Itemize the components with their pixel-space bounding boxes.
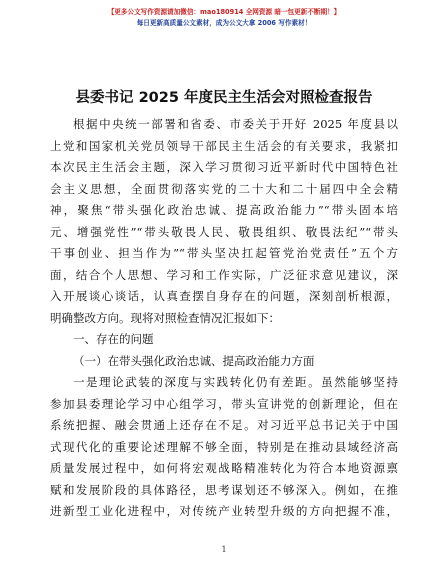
paragraph-line: 面，结合个人思想、学习和工作实际，广泛征求意见建议，深 — [50, 267, 398, 282]
document-title: 县委书记 2025 年度民主生活会对照检查报告 — [75, 90, 373, 106]
paragraph-line: 明确整改方向。现将对照检查情况汇报如下： — [50, 310, 280, 325]
paragraph-line: 入开展谈心谈话，认真查摆自身存在的问题，深刻剖析根源， — [50, 289, 398, 303]
paragraph-line: 上党和国家机关党员领导干部民主生活会的有关要求，我紧扣 — [50, 138, 398, 153]
paragraph-line: 神，聚焦“带头强化政治忠诚、提高政治能力”“带头固本培 — [50, 203, 398, 217]
paragraph-line: 系统把握、融会贯通上还存在不足。对习近平总书记关于中国 — [50, 418, 398, 432]
paragraph-line: 根据中央统一部署和省委、市委关于开好 2025 年度县以 — [73, 117, 398, 131]
paragraph-line: 式现代化的重要论述理解不够全面，特别是在推动县域经济高 — [50, 439, 398, 454]
subsection-heading: （一）在带头强化政治忠诚、提高政治能力方面 — [73, 353, 315, 368]
paragraph-line: 本次民主生活会主题，深入学习贯彻习近平新时代中国特色社 — [50, 160, 398, 174]
promo-banner-line-2: 每日更新高质量公文素材，成为公文大拿 2006 写作素材！ — [136, 19, 312, 27]
paragraph-line: 赋和发展阶段的具体路径，思考谋划还不够深入。例如，在推 — [50, 482, 398, 497]
promo-banner-line-1: 【更多公文写作资源请加微信：mao180914 全网资源 暗一包更新不断期！】 — [107, 8, 341, 16]
paragraph-line: 质量发展过程中，如何将宏观战略精准转化为符合本地资源禀 — [50, 461, 398, 475]
section-heading: 一、存在的问题 — [73, 332, 154, 346]
page-number: 1 — [221, 545, 227, 554]
paragraph-line: 进新型工业化进程中，对传统产业转型升级的方向把握不准， — [50, 504, 398, 518]
paragraph-line: 干事创业、担当作为”“带头坚决扛起管党治党责任”五个方 — [50, 246, 398, 260]
paragraph-line: 参加县委理论学习中心组学习，带头宣讲党的创新理论，但在 — [50, 396, 398, 411]
document-body — [50, 114, 398, 523]
paragraph-line: 会主义思想，全面贯彻落实党的二十大和二十届四中全会精 — [50, 181, 398, 196]
paragraph-line: 元、增强党性”“带头敬畏人民、敬畏组织、敬畏法纪”“带头 — [50, 224, 398, 239]
paragraph-line: 一是理论武装的深度与实践转化仍有差距。虽然能够坚持 — [73, 375, 398, 389]
